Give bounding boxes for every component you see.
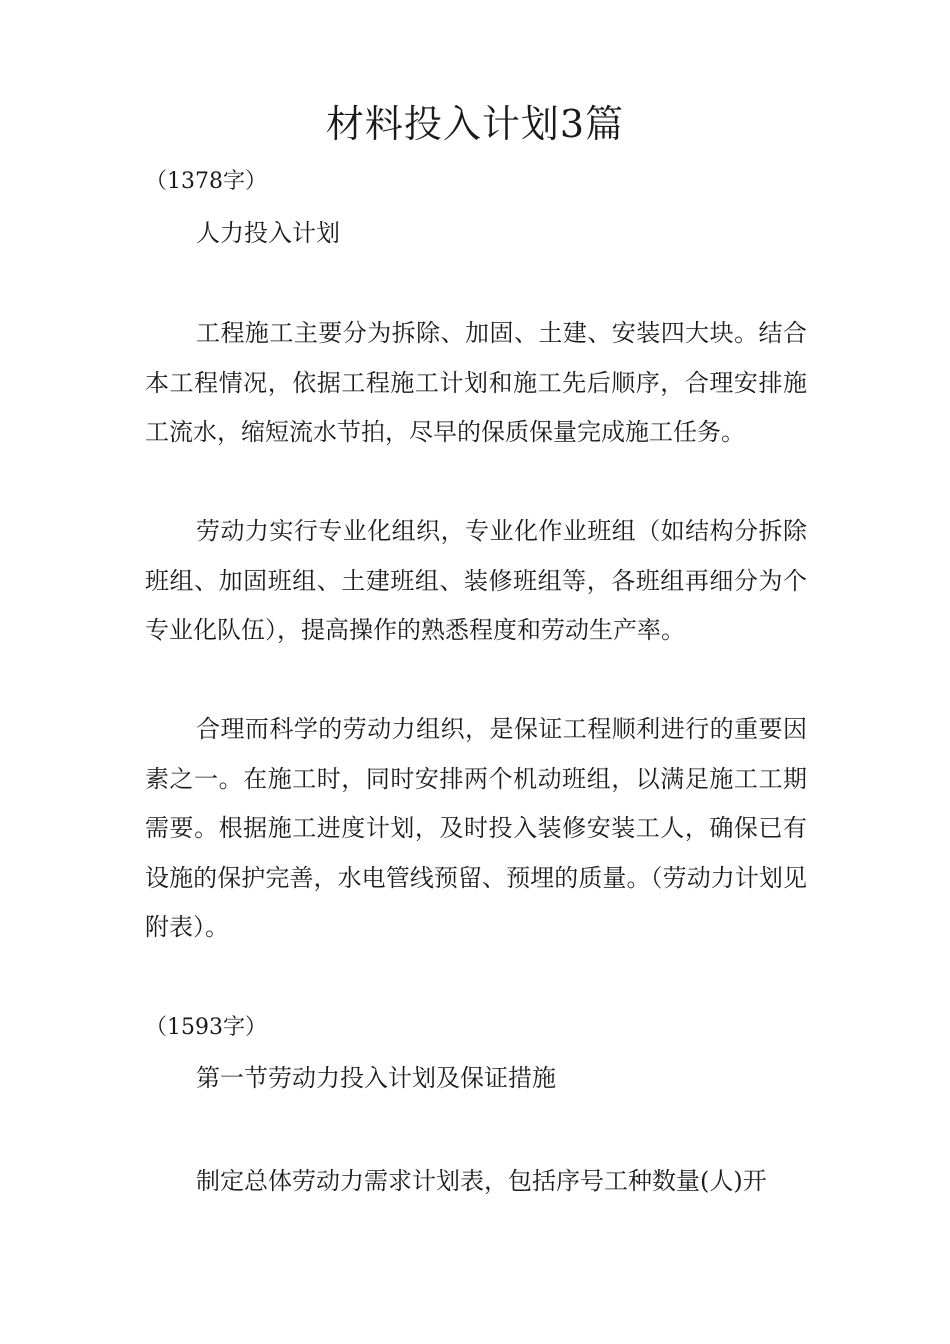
section-2-char-count: （1593字） [145,1015,267,1040]
section-2-paragraph-1: 制定总体劳动力需求计划表，包括序号工种数量(人)开 [196,1167,767,1195]
section-1-paragraph-2: 劳动力实行专业化组织，专业化作业班组（如结构分拆除班组、加固班组、土建班组、装修班组等，各班组再细分为个专业化队伍），提高操作的熟悉程度和劳动生产率。 [145,517,807,644]
section-1-paragraph-1: 工程施工主要分为拆除、加固、土建、安装四大块。结合本工程情况，依据工程施工计划和施工先后顺序，合理安排施工流水，缩短流水节拍，尽早的保质保量完成施工任务。 [145,319,807,446]
section-1-heading: 人力投入计划 [196,219,340,247]
section-1-paragraph-3: 合理而科学的劳动力组织，是保证工程顺利进行的重要因素之一。在施工时，同时安排两个机动班组，以满足施工工期需要。根据施工进度计划，及时投入装修安装工人，确保已有设施的保护完善，水电管线预留、预埋的质量。（劳动力计划见附表）。 [145,715,807,941]
section-2-heading: 第一节劳动力投入计划及保证措施 [196,1064,556,1092]
section-1-char-count: （1378字） [145,169,267,194]
document-title: 材料投入计划3篇 [325,102,625,146]
